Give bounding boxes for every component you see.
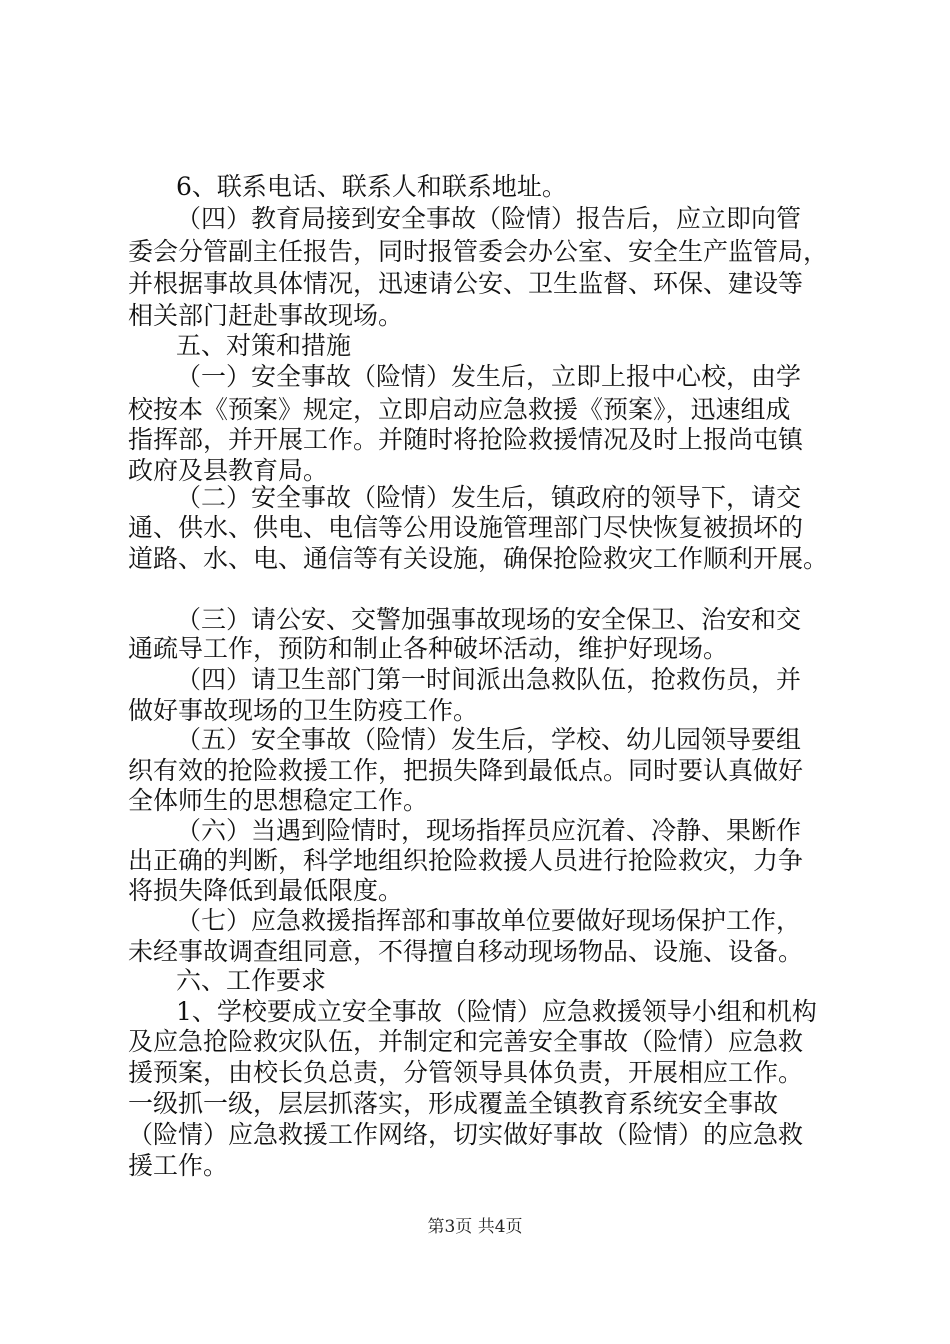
- text-line: （四）教育局接到安全事故（险情）报告后，应立即向管: [176, 204, 802, 233]
- text-line: 政府及县教育局。: [128, 456, 329, 485]
- text-line: （六）当遇到险情时，现场指挥员应沉着、冷静、果断作: [176, 816, 802, 845]
- text-line: 及应急抢险救灾队伍，并制定和完善安全事故（险情）应急救: [128, 1027, 804, 1056]
- text-line: 相关部门赶赴事故现场。: [128, 301, 404, 330]
- text-line: 道路、水、电、通信等有关设施，确保抢险救灾工作顺利开展。: [128, 544, 829, 573]
- text-line: （二）安全事故（险情）发生后，镇政府的领导下，请交: [176, 483, 802, 512]
- text-line: 援工作。: [128, 1151, 229, 1180]
- section-heading: 五、对策和措施: [176, 331, 352, 360]
- text-line: （五）安全事故（险情）发生后，学校、幼儿园领导要组: [176, 725, 802, 754]
- text-line: （七）应急救援指挥部和事故单位要做好现场保护工作，: [176, 906, 802, 935]
- text-line: 全体师生的思想稳定工作。: [128, 786, 429, 815]
- page-number: 第3页 共4页: [427, 1217, 523, 1237]
- text-line: 并根据事故具体情况，迅速请公安、卫生监督、环保、建设等: [128, 269, 804, 298]
- text-line: 1、学校要成立安全事故（险情）应急救援领导小组和机构: [176, 997, 817, 1026]
- text-line: 通、供水、供电、电信等公用设施管理部门尽快恢复被损坏的: [128, 513, 804, 542]
- text-line: 将损失降低到最低限度。: [128, 876, 404, 905]
- text-line: 6、联系电话、联系人和联系地址。: [176, 172, 567, 201]
- page-footer: [0, 1216, 950, 1238]
- text-line: 通疏导工作，预防和制止各种破坏活动，维护好现场。: [128, 634, 729, 663]
- text-line: 未经事故调查组同意，不得擅自移动现场物品、设施、设备。: [128, 937, 804, 966]
- section-heading: 六、工作要求: [176, 966, 327, 995]
- text-line: 援预案，由校长负总责，分管领导具体负责，开展相应工作。: [128, 1058, 804, 1087]
- text-line: （险情）应急救援工作网络，切实做好事故（险情）的应急救: [128, 1120, 804, 1149]
- text-line: 委会分管副主任报告，同时报管委会办公室、安全生产监管局，: [128, 237, 829, 266]
- text-line: （三）请公安、交警加强事故现场的安全保卫、治安和交: [176, 605, 802, 634]
- text-line: 做好事故现场的卫生防疫工作。: [128, 696, 479, 725]
- text-line: 指挥部，并开展工作。并随时将抢险救援情况及时上报尚屯镇: [128, 425, 804, 454]
- text-line: 织有效的抢险救援工作，把损失降到最低点。同时要认真做好: [128, 756, 804, 785]
- text-line: 出正确的判断，科学地组织抢险救援人员进行抢险救灾，力争: [128, 846, 804, 875]
- text-line: 一级抓一级，层层抓落实，形成覆盖全镇教育系统安全事故: [128, 1089, 779, 1118]
- text-line: （四）请卫生部门第一时间派出急救队伍，抢救伤员，并: [176, 665, 802, 694]
- text-line: （一）安全事故（险情）发生后，立即上报中心校，由学: [176, 362, 802, 391]
- text-line: 校按本《预案》规定，立即启动应急救援《预案》，迅速组成: [128, 395, 791, 424]
